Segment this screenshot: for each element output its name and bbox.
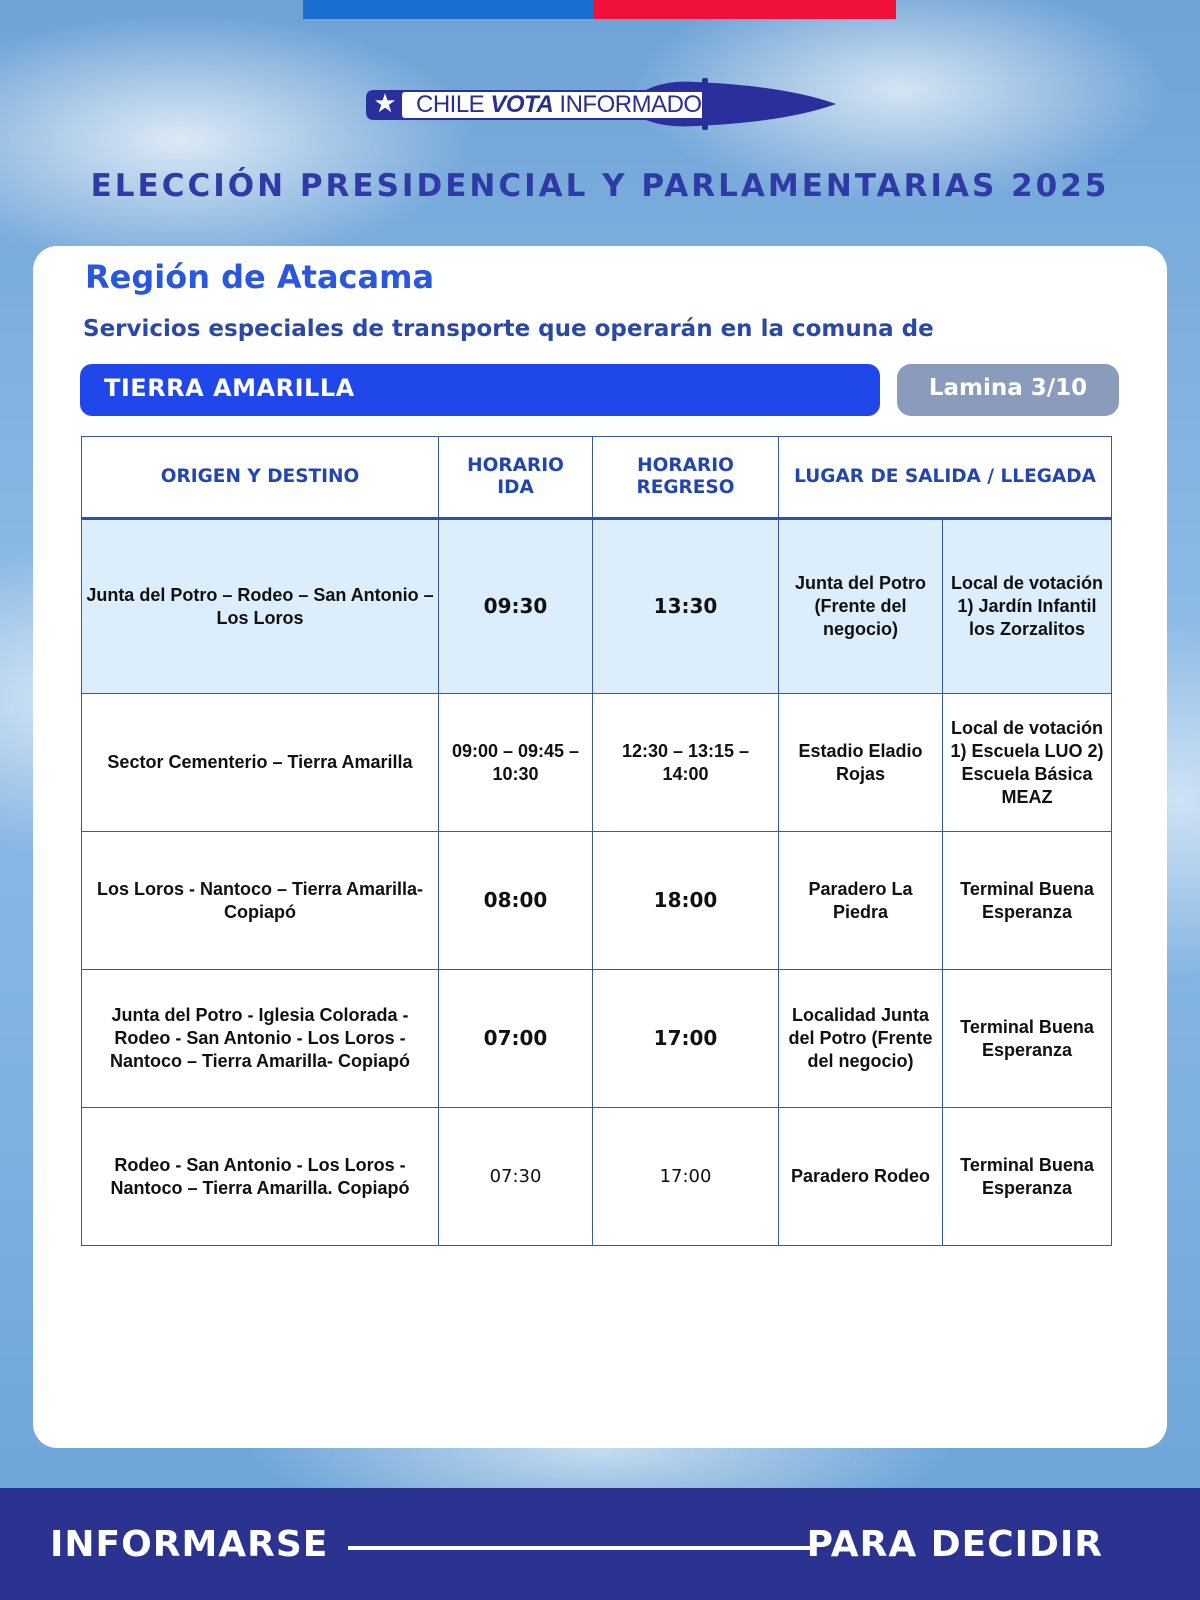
ida-cell: 08:00 (439, 832, 593, 970)
llegada-cell: Local de votación 1) Jardín Infantil los Zorzalitos (943, 519, 1112, 694)
salida-cell: Junta del Potro (Frente del negocio) (779, 519, 943, 694)
region-title: Región de Atacama (85, 258, 435, 296)
table-row (82, 970, 1112, 1108)
star-icon: ★ (373, 89, 397, 119)
route-cell: Los Loros - Nantoco – Tierra Amarilla- Copiapó (82, 832, 439, 970)
regreso-cell: 17:00 (593, 1108, 779, 1246)
lamina-badge (897, 364, 1119, 416)
flag-stripe-red (593, 0, 896, 19)
llegada-cell: Local de votación 1) Escuela LUO 2) Escuela Básica MEAZ (943, 694, 1112, 832)
footer-slogan-left: INFORMARSE (50, 1524, 329, 1565)
content-card (33, 246, 1167, 1448)
table-row (82, 1108, 1112, 1246)
table-header-row (82, 437, 1112, 519)
salida-cell: Localidad Junta del Potro (Frente del negocio) (779, 970, 943, 1108)
logo-text: CHILE VOTA INFORMADO (416, 91, 702, 118)
flag-stripe-blue (303, 0, 593, 19)
route-cell: Rodeo - San Antonio - Los Loros - Nantoco – Tierra Amarilla. Copiapó (82, 1108, 439, 1246)
footer-banner (0, 1488, 1200, 1600)
header-origen-destino: ORIGEN Y DESTINO (82, 437, 439, 519)
llegada-cell: Terminal Buena Esperanza (943, 970, 1112, 1108)
regreso-cell: 17:00 (593, 970, 779, 1108)
salida-cell: Paradero Rodeo (779, 1108, 943, 1246)
header-horario-regreso: HORARIO REGRESO (593, 437, 779, 519)
table-row (82, 832, 1112, 970)
llegada-cell: Terminal Buena Esperanza (943, 1108, 1112, 1246)
header-lugar: LUGAR DE SALIDA / LLEGADA (779, 437, 1112, 519)
lamina-label: Lamina 3/10 (928, 375, 1088, 401)
llegada-cell: Terminal Buena Esperanza (943, 832, 1112, 970)
ida-cell: 07:30 (439, 1108, 593, 1246)
schedule-table (81, 436, 1112, 1246)
salida-cell: Paradero La Piedra (779, 832, 943, 970)
regreso-cell: 12:30 – 13:15 – 14:00 (593, 694, 779, 832)
comuna-banner (80, 364, 880, 416)
route-cell: Junta del Potro – Rodeo – San Antonio – Los Loros (82, 519, 439, 694)
chile-vota-informado-logo (366, 78, 836, 130)
route-cell: Junta del Potro - Iglesia Colorada - Rodeo - San Antonio - Los Loros - Nantoco – Tierra Amarilla- Copiapó (82, 970, 439, 1108)
page-title: ELECCIÓN PRESIDENCIAL Y PARLAMENTARIAS 2025 (90, 168, 1110, 204)
ida-cell: 09:00 – 09:45 – 10:30 (439, 694, 593, 832)
route-cell: Sector Cementerio – Tierra Amarilla (82, 694, 439, 832)
footer-divider (348, 1546, 814, 1550)
subtitle: Servicios especiales de transporte que operarán en la comuna de (83, 316, 934, 342)
ida-cell: 07:00 (439, 970, 593, 1108)
table-row (82, 519, 1112, 694)
ida-cell: 09:30 (439, 519, 593, 694)
table-row (82, 694, 1112, 832)
regreso-cell: 18:00 (593, 832, 779, 970)
regreso-cell: 13:30 (593, 519, 779, 694)
footer-slogan-right: PARA DECIDIR (806, 1524, 1103, 1565)
header-horario-ida: HORARIO IDA (439, 437, 593, 519)
comuna-name: TIERRA AMARILLA (104, 374, 355, 402)
salida-cell: Estadio Eladio Rojas (779, 694, 943, 832)
